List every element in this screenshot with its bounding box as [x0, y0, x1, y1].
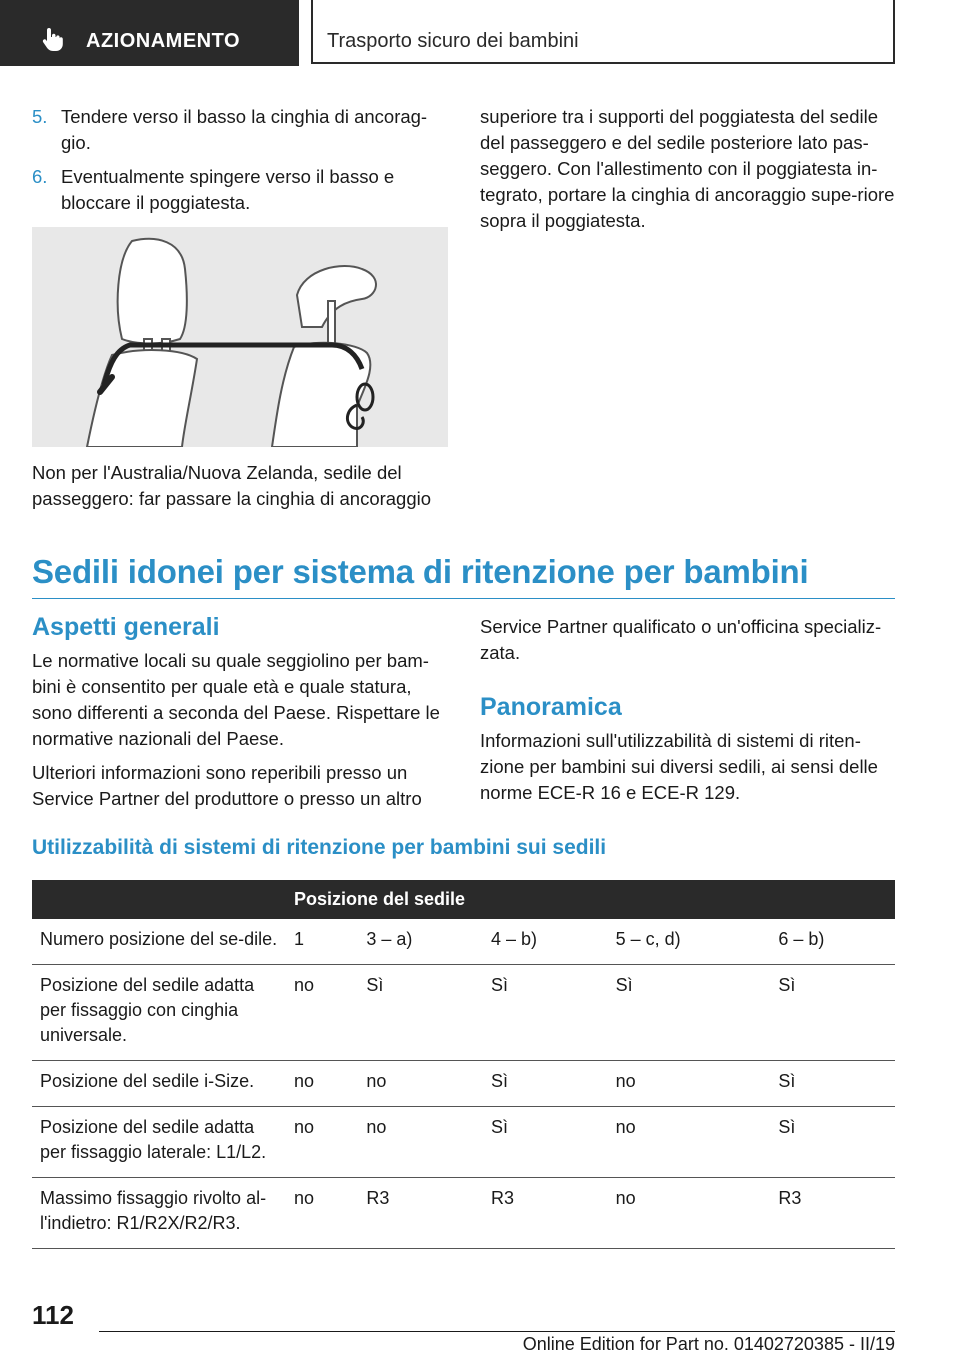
general-block [32, 614, 448, 820]
table-title: Utilizzabilità di sistemi di ritenzione per bambini sui sedili [32, 836, 607, 859]
table-cell: no [286, 965, 358, 1061]
continuation-paragraph: superiore tra i supporti del poggiatesta del sedile del passeggero e del sedile posteriore lato pas-seggero. Con l'allestimento con il poggiatesta in-tegrato, portare la cinghia di ancoraggio supe-riore sopra il poggiatesta. [480, 106, 895, 231]
topic-tab[interactable] [311, 0, 895, 64]
table-cell: Sì [770, 965, 895, 1061]
table-row [32, 919, 895, 965]
table-cell: no [608, 1107, 771, 1178]
table-cell: Sì [608, 965, 771, 1061]
table-row [32, 1107, 895, 1178]
overview-paragraph: Informazioni sull'utilizzabilità di sistemi di riten-zione per bambini sui diversi sedili, ai sensi delle norme ECE-R 16 e ECE-R 129. [480, 730, 878, 803]
table-header-row [32, 880, 895, 919]
table-cell: no [358, 1061, 483, 1107]
table-cell: Sì [770, 1061, 895, 1107]
section-title-divider [32, 598, 895, 599]
section-title: Sedili idonei per sistema di ritenzione per bambini [32, 553, 809, 590]
overview-heading: Panoramica [480, 693, 622, 721]
step-text: Tendere verso il basso la cinghia di ancorag-gio. [61, 106, 428, 153]
table-cell: 3 – a) [358, 919, 483, 965]
table-cell: no [286, 1061, 358, 1107]
figure-caption: Non per l'Australia/Nuova Zelanda, sedile del passeggero: far passare la cinghia di ancoraggio [32, 462, 432, 509]
row-label: Posizione del sedile adatta per fissaggio laterale: L1/L2. [32, 1107, 286, 1178]
table-cell: no [608, 1178, 771, 1249]
right-column-top [480, 104, 896, 242]
table-header-empty [32, 880, 286, 919]
row-label: Posizione del sedile adatta per fissaggio con cinghia universale. [32, 965, 286, 1061]
general-paragraph-2-continued: Service Partner qualificato o un'officina specializ-zata. [480, 616, 882, 663]
hand-pointer-icon [40, 26, 66, 52]
table-cell: 1 [286, 919, 358, 965]
step-number: 5. [32, 106, 48, 127]
seat-headrest-tether-illustration [32, 227, 448, 447]
left-column-top [32, 104, 448, 224]
topic-label: Trasporto sicuro dei bambini [327, 30, 579, 52]
table-cell: no [358, 1107, 483, 1178]
section-tab[interactable] [0, 0, 299, 66]
table-cell: no [286, 1178, 358, 1249]
page-number: 112 [32, 1300, 74, 1330]
table-cell: R3 [483, 1178, 608, 1249]
row-label: Numero posizione del se-dile. [32, 919, 286, 965]
table-cell: Sì [483, 965, 608, 1061]
step-list [32, 104, 448, 216]
figure-caption-block [32, 460, 448, 520]
step-number: 6. [32, 166, 48, 187]
table-cell: Sì [483, 1107, 608, 1178]
table-row [32, 1178, 895, 1249]
step-text: Eventualmente spingere verso il basso e bloccare il poggiatesta. [61, 166, 395, 213]
table-row [32, 1061, 895, 1107]
table-header-seat-position: Posizione del sedile [286, 880, 895, 919]
table-cell: no [286, 1107, 358, 1178]
seat-usability-table [32, 880, 895, 1249]
table-cell: no [608, 1061, 771, 1107]
table-cell: R3 [770, 1178, 895, 1249]
footer-divider [99, 1331, 895, 1332]
row-label: Massimo fissaggio rivolto al-l'indietro: R1/R2X/R2/R3. [32, 1178, 286, 1249]
list-item [32, 164, 448, 216]
edition-footer: Online Edition for Part no. 01402720385 - II/19 [522, 1334, 895, 1354]
table-row [32, 965, 895, 1061]
right-column-middle [480, 614, 896, 814]
table-cell: Sì [358, 965, 483, 1061]
table-cell: Sì [770, 1107, 895, 1178]
row-label: Posizione del sedile i-Size. [32, 1061, 286, 1107]
list-item [32, 104, 448, 156]
general-paragraph-1: Le normative locali su quale seggiolino per bam-bini è consentito per quale età e quale statura, sono differenti a seconda del Paese. Rispettare le normative nazionali del Paese. [32, 650, 440, 749]
table-cell: Sì [483, 1061, 608, 1107]
general-heading: Aspetti generali [32, 613, 220, 641]
page-header [0, 0, 960, 66]
general-paragraph-2: Ulteriori informazioni sono reperibili presso un Service Partner del produttore o presso un altro [32, 762, 422, 809]
section-label: AZIONAMENTO [86, 30, 241, 52]
table-cell: 6 – b) [770, 919, 895, 965]
table-cell: R3 [358, 1178, 483, 1249]
table-cell: 4 – b) [483, 919, 608, 965]
table-cell: 5 – c, d) [608, 919, 771, 965]
